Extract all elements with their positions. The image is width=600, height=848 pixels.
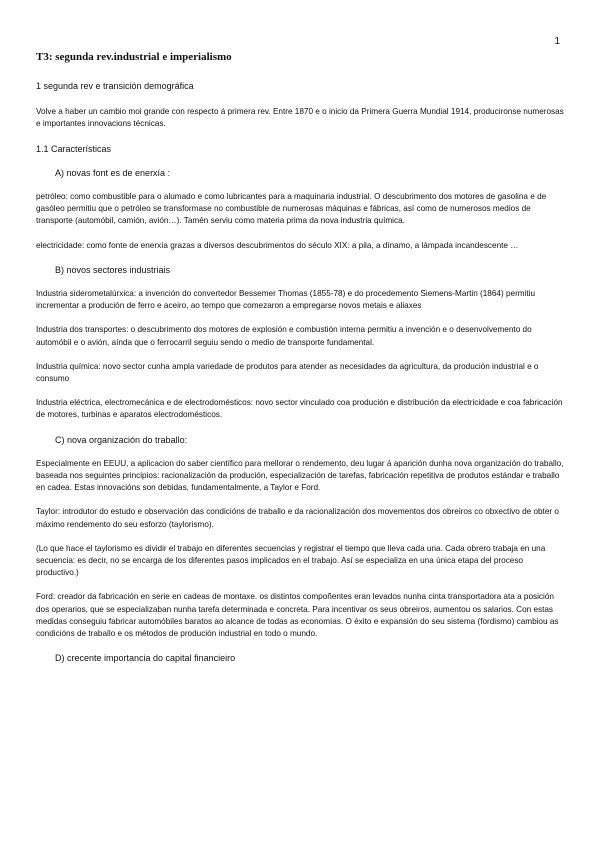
paragraph-ford: Ford: creador da fabricación en serie en cadeas de montaxe. os distintos compoñentes eran levados nunha cinta transportadora ata a posición dos operarios, que se especializaban nunha tarefa determinada e concreta. Para incentivar os seus obreiros, aumentou os salarios. Con estas medidas conseguiu fabricar automóbiles baratos ao alcance de todas as economías. O éxito e expansión do seu sistema (fordismo) cambiou as condicións de traballo e os métodos de produción industrial en todo o mundo. — [36, 592, 559, 639]
paragraph-electrica: Industria eléctrica, electromecánica e de electrodomésticos: novo sector vinculado coa produción e distribución da electricidade e coa fabricación de motores, turbinas e aparatos electrodomésticos. — [36, 398, 563, 420]
paragraph-intro: Volve a haber un cambio moi grande con respecto á primera rev. Entre 1870 e o inicio da Primera Guerra Mundial 1914, producironse numerosas e importantes innovacions técnicas. — [36, 107, 564, 129]
subheading-b: B) novos sectores industriais — [55, 264, 171, 275]
paragraph-taylorismo: (Lo que hace el taylorismo es dividir el trabajo en diferentes secuencias y registrar el tiempo que lleva cada una. Cada obrero trabaja en una secuencia: es decir, no se encarga de los diferentes pasos implicados en el trabajo. Así se especializa en una única etapa del proceso productivo.) — [36, 543, 546, 578]
page-number: 1 — [554, 36, 560, 47]
section-heading: 1 segunda rev e transición demográfica — [36, 81, 194, 91]
subsection-heading: 1.1 Características — [36, 143, 112, 154]
paragraph-electricidade: electricidade: como fonte de enerxía grazas a diversos descubrimentos do século XIX: a pila, a dínamo, a lámpada incandescente … — [36, 240, 519, 250]
paragraph-taylor: Taylor: introdutor do estudo e observación das condicións de traballo e da racionalización dos movementos dos obreiros co obxectivo de obter o máximo rendemento do seu esforzo (taylorismo). — [36, 507, 559, 529]
page-title: T3: segunda rev.industrial e imperialismo — [36, 51, 232, 63]
subheading-a: A) novas font es de enerxía : — [55, 167, 171, 178]
paragraph-siderometal: Industria siderometalúrxica: a invención do convertedor Bessemer Thomas (1855-78) e do procedemento Siemens-Martin (1864) permitiu incrementar a produción de ferro e aceiro, ao tempo que comezaron a empregarse novos metais e aliaxes — [36, 289, 536, 311]
subheading-d: D) crecente importancia do capital financieiro — [55, 653, 236, 664]
paragraph-transportes: Industria dos transportes: o descubrimento dos motores de explosión e combustión interna permitiu a invención e o desenvolvemento do automóbil e o avión, aínda que o ferrocarril seguiu sendo o medio de transporte fundamental. — [36, 325, 532, 347]
subheading-c: C) nova organización do traballo: — [55, 434, 188, 445]
paragraph-quimica: Industria química: novo sector cunha ampla variedade de produtos para atender as necesidades da agricultura, da produción industrial e o consumo — [36, 361, 539, 384]
paragraph-eeuu: Especialmente en EEUU, a aplicacion do saber científico para mellorar o rendemento, deu lugar á aparición dunha nova organización do traballo, baseada nos seguintes principios: racionalización da produción, especialización de tarefas, fabricación repetitiva de produtos estándar e traballo en cadea. Estas innovacións son debidas, fundamentalmente, a Taylor e Ford. — [36, 458, 564, 493]
paragraph-petroleo: petróleo: como combustible para o alumado e como lubricantes para a maquinaria industrial. O descubrimento dos motores de gasolina e de gasóleo permitiu que o petróleo se transformase no combustible de numerosas máquinas e fábricas, así como de numerosos medios de transporte (automóbil, camión, avión…). Tamén serviu como materia prima da nova industria química. — [36, 192, 547, 226]
document-body — [36, 80, 566, 677]
